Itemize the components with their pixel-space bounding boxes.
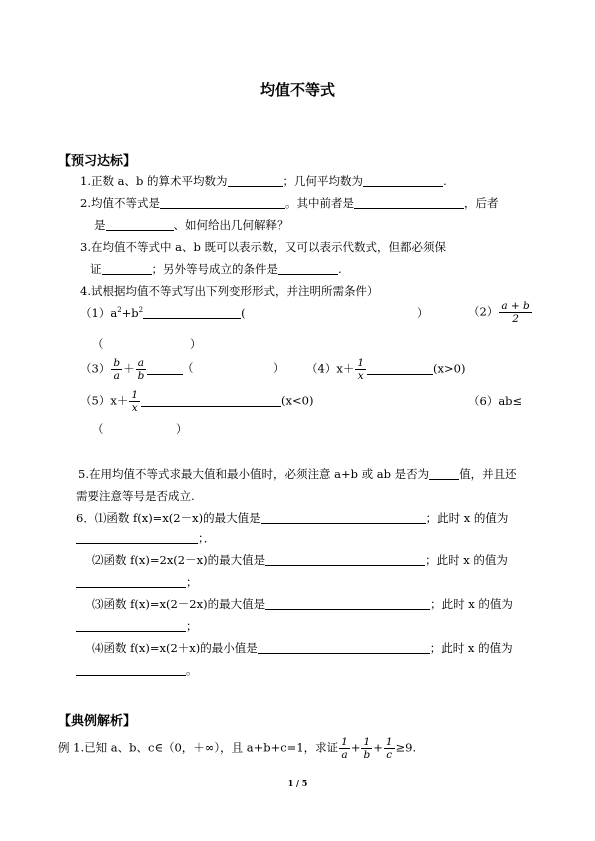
condition-paren-open: （ [92, 422, 104, 436]
answer-blank[interactable] [147, 362, 183, 375]
answer-blank[interactable] [143, 306, 241, 319]
question-4-part-6: （6）ab≤ [468, 394, 523, 408]
answer-blank[interactable] [228, 174, 283, 187]
fraction-b-over-a: $\frac{b}{a}$ [113, 357, 121, 382]
fraction-1-over-c: $\frac{1}{c}$ [385, 736, 393, 761]
question-6-part-1: 6．⑴函数 f(x)=x(2－x)的最大值是 ；此时 x 的值为 [76, 511, 509, 525]
question-6-part-4-answer: 。 [76, 663, 198, 677]
condition-paren-open: （ [182, 361, 194, 375]
answer-blank[interactable] [258, 641, 430, 654]
question-4-part-3: （3） $\frac{b}{a}$ ＋ $\frac{a}{b}$ [80, 357, 183, 382]
question-6-part-4: ⑷函数 f(x)=x(2＋x)的最小值是 ；此时 x 的值为 [92, 641, 513, 655]
fraction-1-over-a: $\frac{1}{a}$ [341, 736, 348, 761]
answer-blank[interactable] [76, 531, 198, 544]
question-4-intro: 4.试根据均值不等式写出下列变形形式，并注明所需条件） [80, 284, 379, 298]
fraction-1-over-b: $\frac{1}{b}$ [363, 736, 371, 761]
question-4-part-2: （2） $\frac{a + b}{2}$ [468, 300, 530, 325]
answer-blank[interactable] [363, 174, 443, 187]
answer-blank[interactable] [106, 218, 174, 231]
condition-paren-close: ） [190, 337, 202, 351]
page-number: 1 / 5 [287, 778, 308, 788]
answer-blank[interactable] [76, 663, 186, 676]
question-4-part-5: （5）x＋ $\frac{1}{x}$ (x<0) [80, 389, 314, 414]
answer-blank[interactable] [278, 262, 338, 275]
answer-blank[interactable] [429, 467, 459, 480]
question-4-part-1: $(1)a^2+b^2$ ( [80, 306, 246, 320]
answer-blank[interactable] [102, 262, 152, 275]
answer-blank[interactable] [141, 394, 281, 407]
page-title: 均值不等式 [259, 81, 335, 99]
question-4-part-4: （4）x＋ $\frac{1}{x}$ (x>0) [306, 357, 466, 382]
question-6-part-3: ⑶函数 f(x)=x(2－2x)的最大值是 ；此时 x 的值为 [92, 597, 513, 611]
question-6-part-3-answer: ； [76, 619, 198, 633]
answer-blank[interactable] [76, 619, 186, 632]
fraction-a-over-b: $\frac{a}{b}$ [137, 357, 145, 382]
condition-paren-open: （ [92, 337, 104, 351]
condition-paren-close: ） [417, 306, 429, 320]
answer-blank[interactable] [265, 597, 430, 610]
question-5-line-1: 5.在用均值不等式求最大值和最小值时，必须注意 a+b 或 ab 是否为 值，并且还 [78, 467, 517, 481]
answer-blank[interactable] [265, 553, 425, 566]
answer-blank[interactable] [76, 575, 186, 588]
question-1: 1.正数 a、b 的算术平均数为 ；几何平均数为 . [80, 174, 447, 188]
fraction-1-over-x: $\frac{1}{x}$ [357, 357, 365, 382]
question-3-line-2: 证 ；另外等号成立的条件是 . [90, 262, 342, 276]
question-5-line-2: 需要注意等号是否成立. [76, 489, 195, 503]
section-preview-heading: 【预习达标】 [58, 154, 137, 169]
question-6-part-1-answer: ；． [76, 531, 215, 545]
question-6-part-2: ⑵函数 f(x)=2x(2－x)的最大值是 ；此时 x 的值为 [92, 553, 508, 567]
condition-paren-close: ） [273, 361, 285, 375]
example-1: 例 1.已知 a、b、c∈（0，＋∞），且 a+b+c=1，求证 $\frac{1}{a}$ + $\frac{1}{b}$ + $\frac{1}{c}$ ≥9. [58, 736, 417, 761]
fraction-1-over-x: $\frac{1}{x}$ [131, 389, 139, 414]
answer-blank[interactable] [367, 362, 433, 375]
question-3-line-1: 3.在均值不等式中 a、b 既可以表示数，又可以表示代数式，但都必须保 [80, 240, 446, 254]
answer-blank[interactable] [261, 511, 426, 524]
fraction-a-plus-b-over-2: $\frac{a + b}{2}$ [501, 300, 530, 325]
question-2-line-2: 是 、如何给出几何解释？ [94, 218, 289, 232]
answer-blank[interactable] [160, 196, 285, 209]
question-6-part-2-answer: ； [76, 575, 198, 589]
section-examples-heading: 【典例解析】 [58, 714, 137, 729]
condition-paren-close: ） [176, 422, 188, 436]
question-2-line-1: 2.均值不等式是 。其中前者是 ，后者 [80, 196, 499, 210]
answer-blank[interactable] [354, 196, 464, 209]
